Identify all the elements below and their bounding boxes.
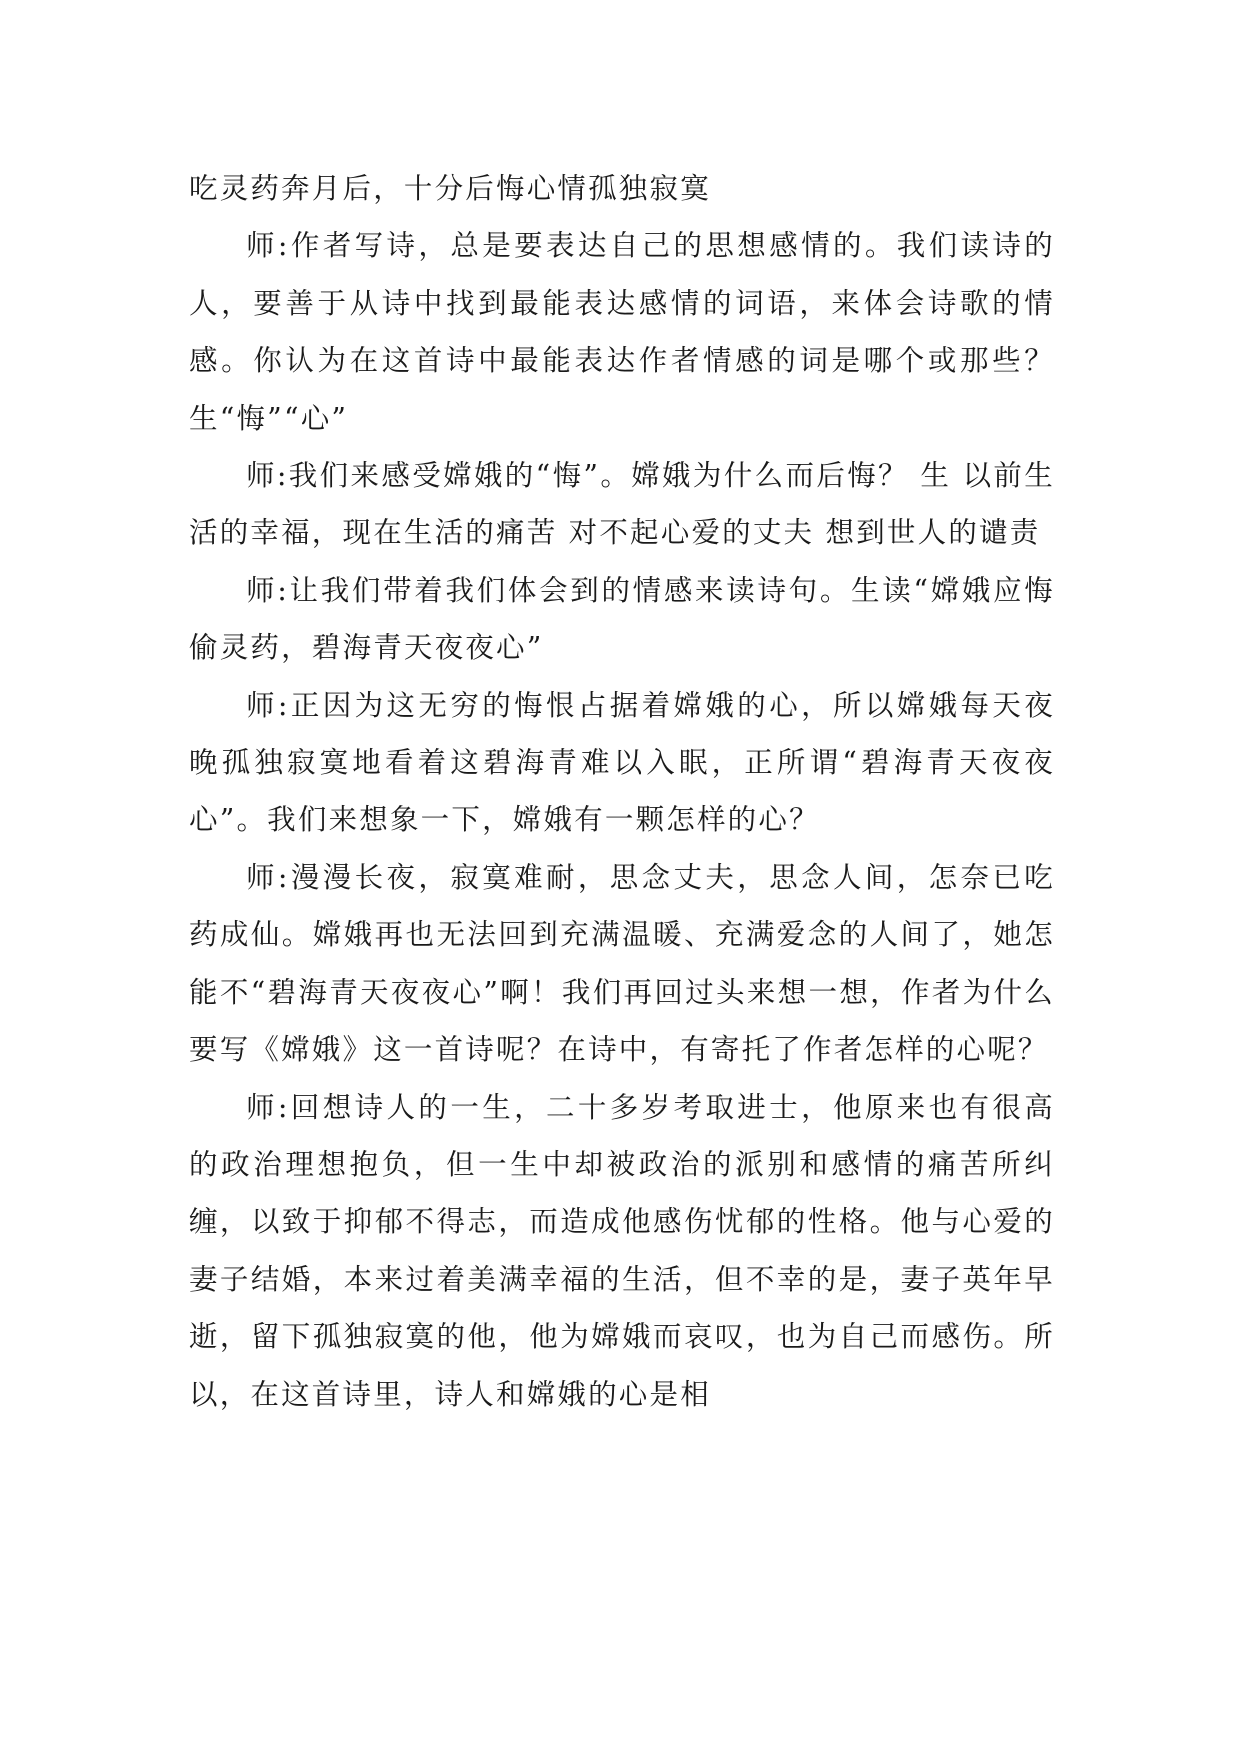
- paragraph-2: 师:作者写诗，总是要表达自己的思想感情的。我们读诗的人，要善于从诗中找到最能表达感情的词语，来体会诗歌的情感。你认为在这首诗中最能表达作者情感的词是哪个或那些？ 生“悔”“心”: [189, 229, 1055, 435]
- document-body: [189, 160, 1055, 1423]
- paragraph-1: 吃灵药奔月后，十分后悔心情孤独寂寞: [189, 172, 711, 205]
- paragraph-3: 师:我们来感受嫦娥的“悔”。嫦娥为什么而后悔？ 生 以前生活的幸福，现在生活的痛苦 对不起心爱的丈夫 想到世人的谴责: [189, 459, 1055, 550]
- paragraph-6: 师:漫漫长夜，寂寞难耐，思念丈夫，思念人间，怎奈已吃药成仙。嫦娥再也无法回到充满温暖、充满爱念的人间了，她怎能不“碧海青天夜夜心”啊！我们再回过头来想一想，作者为什么要写《嫦娥》这一首诗呢？在诗中，有寄托了作者怎样的心呢？: [189, 860, 1055, 1067]
- paragraph-7: 师:回想诗人的一生，二十多岁考取进士，他原来也有很高的政治理想抱负，但一生中却被政治的派别和感情的痛苦所纠缠，以致于抑郁不得志，而造成他感伤忧郁的性格。他与心爱的妻子结婚，本来过着美满幸福的生活，但不幸的是，妻子英年早逝，留下孤独寂寞的他，他为嫦娥而哀叹，也为自己而感伤。所以，在这首诗里，诗人和嫦娥的心是相: [189, 1090, 1055, 1411]
- paragraph-5: 师:正因为这无穷的悔恨占据着嫦娥的心，所以嫦娥每天夜晚孤独寂寞地看着这碧海青难以入眠，正所谓“碧海青天夜夜心”。我们来想象一下，嫦娥有一颗怎样的心？: [189, 688, 1055, 837]
- paragraph-4: 师:让我们带着我们体会到的情感来读诗句。生读“嫦娥应悔偷灵药，碧海青天夜夜心”: [189, 573, 1055, 665]
